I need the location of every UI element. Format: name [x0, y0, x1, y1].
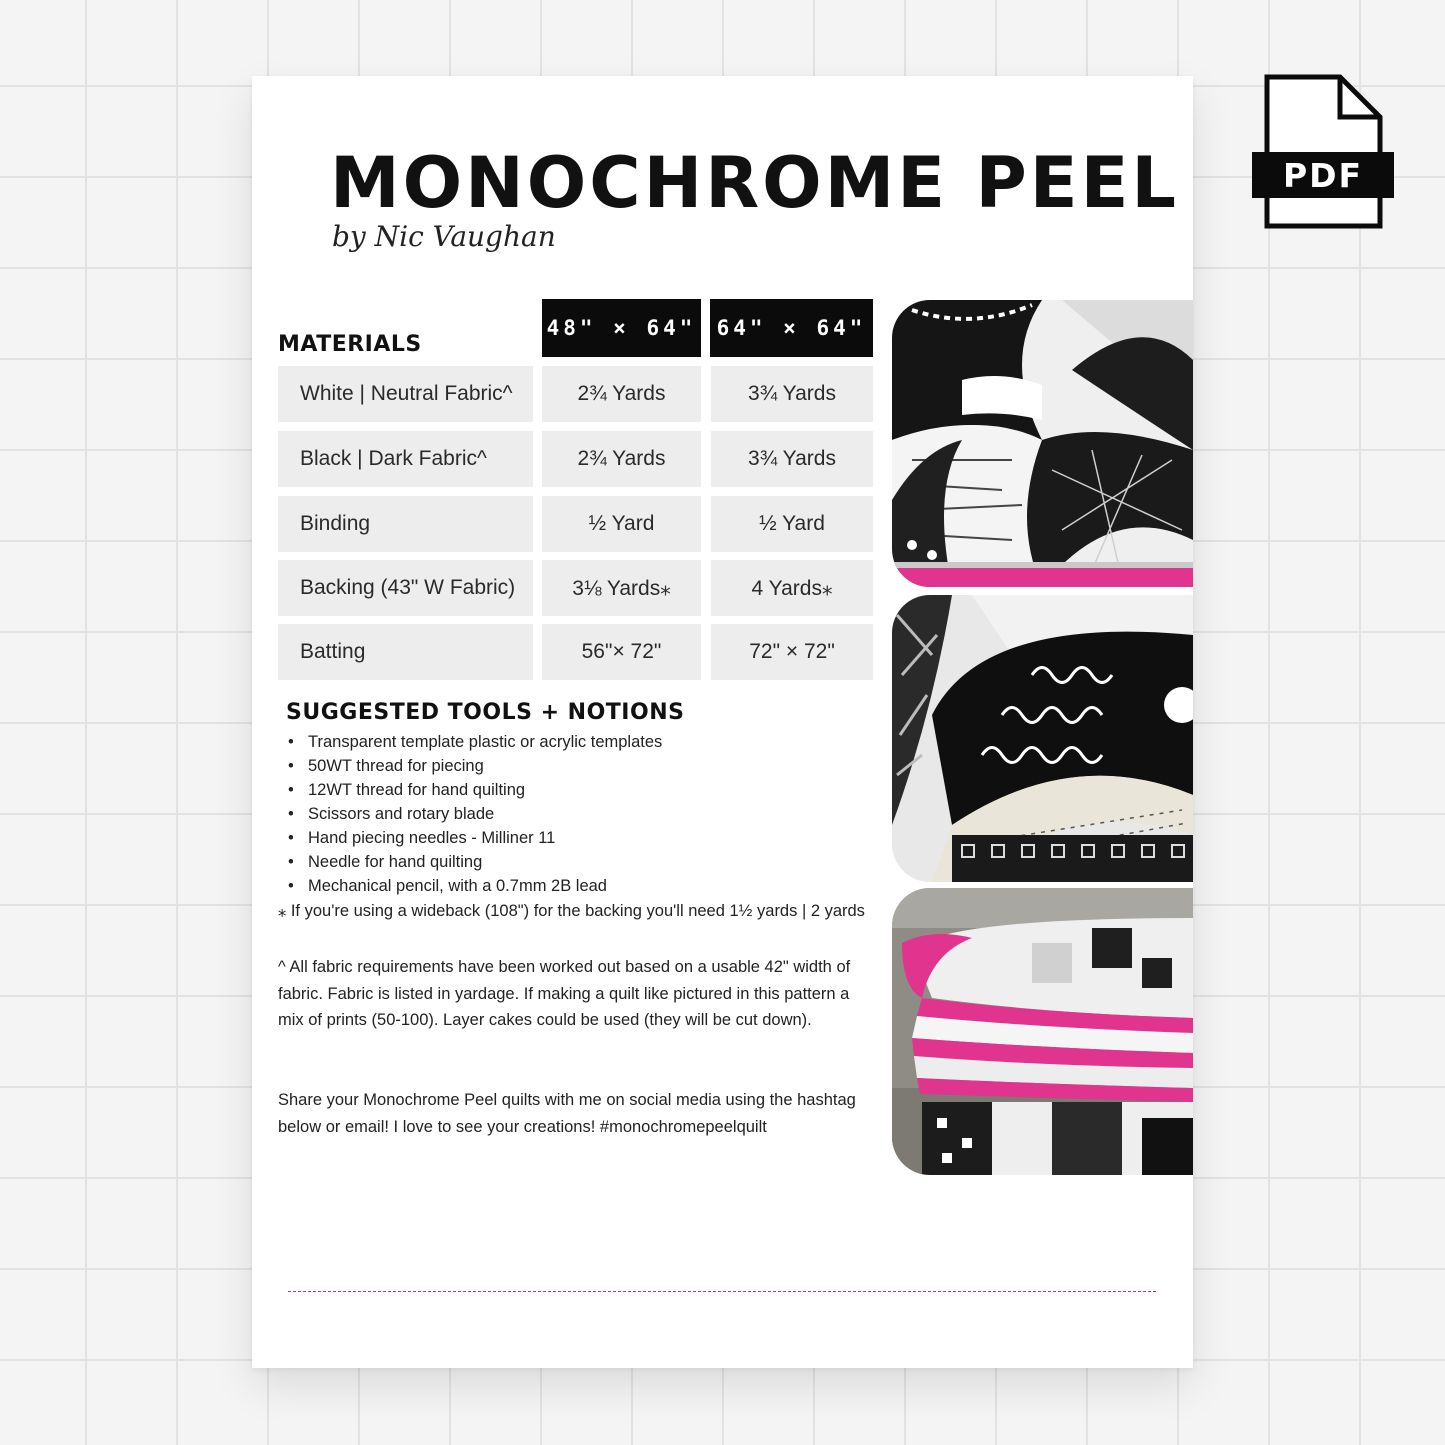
- material-label: Black | Dark Fabric^: [278, 431, 533, 487]
- material-amount-small: 56"× 72": [542, 624, 701, 680]
- list-item: • Needle for hand quilting: [308, 850, 662, 874]
- quilt-photo-script-print: [892, 595, 1193, 882]
- material-amount-small: 3⅛ Yards⁎: [542, 560, 701, 616]
- dashed-divider: [288, 1291, 1156, 1292]
- list-item: • 50WT thread for piecing: [308, 754, 662, 778]
- material-amount-large: ½ Yard: [711, 496, 873, 552]
- list-item: • Mechanical pencil, with a 0.7mm 2B lead: [308, 874, 662, 898]
- list-item: • 12WT thread for hand quilting: [308, 778, 662, 802]
- list-item: • Scissors and rotary blade: [308, 802, 662, 826]
- material-label: Batting: [278, 624, 533, 680]
- material-label: White | Neutral Fabric^: [278, 366, 533, 422]
- fabric-requirements-note: ^ All fabric requirements have been worked out based on a usable 42" width of fabric. Fabric is listed in yardage. If making a quilt like pictured in this pattern a mix of prints (50-100). Layer cakes could be used (they will be cut down).: [278, 958, 851, 1029]
- material-label: Backing (43" W Fabric): [278, 560, 533, 616]
- tools-heading: SUGGESTED TOOLS + NOTIONS: [286, 700, 685, 725]
- material-amount-large: 72" × 72": [711, 624, 873, 680]
- pdf-label: PDF: [1252, 152, 1394, 198]
- list-item: • Hand piecing needles - Milliner 11: [308, 826, 662, 850]
- size-header-large: 64" × 64": [710, 299, 873, 357]
- material-amount-small: 2¾ Yards: [542, 366, 701, 422]
- share-note: Share your Monochrome Peel quilts with me on social media using the hashtag below or email! I love to see your creations! #monochromepeelquilt: [278, 1091, 856, 1136]
- material-amount-small: 2¾ Yards: [542, 431, 701, 487]
- designer-byline: by Nic Vaughan: [332, 220, 556, 253]
- material-amount-small: ½ Yard: [542, 496, 701, 552]
- material-amount-large: 3¾ Yards: [711, 431, 873, 487]
- pattern-title: MONOCHROME PEEL: [330, 142, 1180, 224]
- material-amount-large: 3¾ Yards: [711, 366, 873, 422]
- material-amount-large: 4 Yards⁎: [711, 560, 873, 616]
- list-item: • Transparent template plastic or acrylic templates: [308, 730, 662, 754]
- backing-note: ⁎ If you're using a wideback (108") for the backing you'll need 1½ yards | 2 yards: [278, 902, 865, 920]
- pdf-file-icon: [1250, 74, 1396, 230]
- material-label: Binding: [278, 496, 533, 552]
- quilt-photo-closeup: [892, 300, 1193, 587]
- materials-heading: MATERIALS: [278, 332, 422, 357]
- pattern-page: [252, 76, 1193, 1368]
- tools-list: [308, 730, 662, 898]
- size-header-small: 48" × 64": [542, 299, 701, 357]
- quilt-photo-folded: [892, 888, 1193, 1175]
